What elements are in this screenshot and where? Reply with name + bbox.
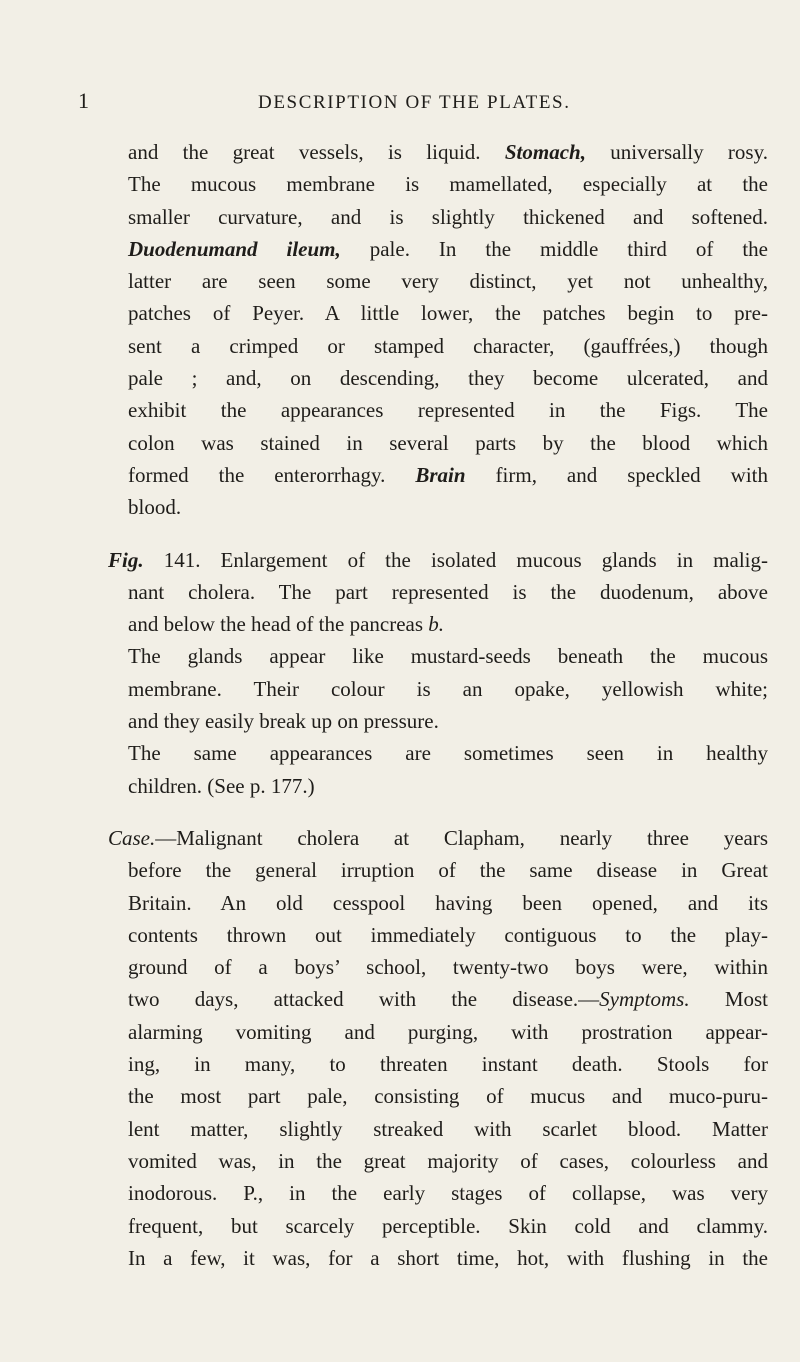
text-line: before the general irruption of the same disease in Great xyxy=(128,858,768,883)
text-line: membrane. Their colour is an opake, yellowish white; xyxy=(128,676,768,701)
text-line: ground of a boys’ school, twenty-two boys were, within xyxy=(128,955,768,980)
text-line: ing, in many, to threaten instant death. Stools for xyxy=(128,1052,768,1077)
text-line: and they easily break up on pressure. xyxy=(128,709,439,734)
text-line: The mucous membrane is mamellated, especially at the xyxy=(128,172,768,197)
text-line: frequent, but scarcely perceptible. Skin cold and clammy. xyxy=(128,1213,768,1238)
text-line: lent matter, slightly streaked with scarlet blood. Matter xyxy=(128,1116,768,1141)
fig-label: Fig. xyxy=(108,547,144,572)
text-line: latter are seen some very distinct, yet not unhealthy, xyxy=(128,269,768,294)
text-line: Britain. An old cesspool having been opened, and its xyxy=(128,890,768,915)
text-line: smaller curvature, and is slightly thickened and softened. xyxy=(128,204,768,229)
text-line: the most part pale, consisting of mucus and muco-puru- xyxy=(128,1084,768,1109)
text-line: In a few, it was, for a short time, hot, with flushing in the xyxy=(128,1245,768,1270)
text-line: two days, attacked with the disease.—Symptoms. Most xyxy=(128,987,768,1012)
case-label: Case. xyxy=(108,825,156,850)
case-description xyxy=(108,822,768,1274)
text-line: alarming vomiting and purging, with prostration appear- xyxy=(128,1019,768,1044)
text-line: exhibit the appearances represented in the Figs. The xyxy=(128,398,768,423)
text-line: pale ; and, on descending, they become ulcerated, and xyxy=(128,366,768,391)
text-line: and below the head of the pancreas b. xyxy=(128,612,445,637)
text-line: contents thrown out immediately contiguous to the play- xyxy=(128,922,768,947)
text-line: blood. xyxy=(128,495,182,520)
text-line: Duodenumand ileum, pale. In the middle third of the xyxy=(128,236,769,261)
text-line: formed the enterorrhagy. Brain firm, and speckled with xyxy=(128,462,768,487)
text-line: The glands appear like mustard-seeds beneath the mucous xyxy=(128,644,768,669)
running-head: DESCRIPTION OF THE PLATES. xyxy=(258,92,571,113)
paragraph-continued xyxy=(128,136,768,524)
page-number: 1 xyxy=(78,88,89,113)
text-line: nant cholera. The part represented is the duodenum, above xyxy=(128,579,768,604)
text-line: and the great vessels, is liquid. Stomach, universally rosy. xyxy=(128,140,768,164)
text-line: sent a crimped or stamped character, (gauffrées,) though xyxy=(128,333,768,358)
text-line: vomited was, in the great majority of cases, colourless and xyxy=(128,1148,768,1173)
text-line: Fig. 141. Enlargement of the isolated mucous glands in malig- xyxy=(108,547,768,572)
text-line: Case.—Malignant cholera at Clapham, nearly three years xyxy=(108,825,768,850)
text-line: patches of Peyer. A little lower, the patches begin to pre- xyxy=(128,301,768,326)
body-text xyxy=(108,136,769,1274)
text-line: inodorous. P., in the early stages of collapse, was very xyxy=(128,1181,768,1206)
text-line: colon was stained in several parts by the blood which xyxy=(128,430,768,455)
text-line: The same appearances are sometimes seen in healthy xyxy=(128,741,768,766)
text-line: children. (See p. 177.) xyxy=(128,773,315,798)
fig-141-description xyxy=(108,544,768,802)
